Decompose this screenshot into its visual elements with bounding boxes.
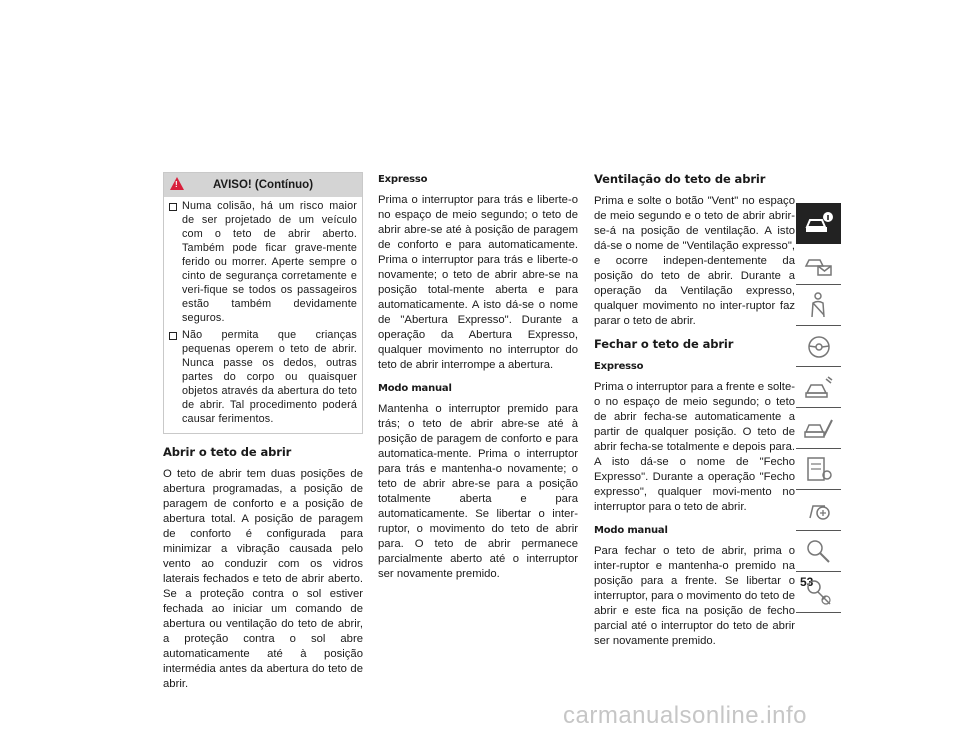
column-middle <box>378 172 578 582</box>
subheading-expresso: Expresso <box>378 174 428 185</box>
steering-wheel-icon <box>804 332 834 360</box>
tab-steering[interactable] <box>796 326 841 367</box>
paragraph-vent: Prima e solte o botão "Vent" no espaço de meio segundo e o teto de abrir abrir-se-á na posição de ventilação. A isto dá-se o nome de "Ventilação expresso", e ocorre indepen-dentemente da posição do teto de abrir. Durante a operação da Ventilação expresso, qualquer movimento no inter-ruptor faz parar o teto de abrir. <box>594 195 795 327</box>
watermark: carmanualsonline.info <box>563 702 807 729</box>
warning-bullet: Numa colisão, há um risco maior de ser projetado de um veículo com o teto de abrir aberto. Também pode ficar grave-mente ferido ou morrer. Aperte sempre o cinto de segurança corretamente e veri-fique se todos os passageiros estão também devidamente seguros. <box>169 199 357 325</box>
tab-language[interactable] <box>796 572 841 613</box>
paragraph-manual: Mantenha o interruptor premido para trás; o teto de abrir abre-se até à posição de paragem de conforto e para automatica-mente. Prima o interruptor para trás e mantenha-o novamente; o teto de abrir abre-se para a posição totalmente aberta e para automaticamente. Se libertar o inter-ruptor, o movimento do teto de abrir para. O teto de abrir permanece parcialmente aberto até o interruptor ser novamente premido. <box>378 403 578 580</box>
paragraph-open: O teto de abrir tem duas posições de abertura programadas, a posição de paragem de conforto e a posição de abertura total. A posição de paragem de conforto é configurada para minimizar a vibração causada pelo vento ao conduzir com os vidros laterais fechados e teto de abrir aberto. Se a proteção contra o sol estiver fechada ao iniciar um comando de abertura ou ventilação do teto de abrir, a proteção contra o sol abre automaticamente até à posição intermédia antes da abertura do teto de abrir. <box>163 468 363 690</box>
car-info-icon <box>804 209 834 237</box>
paragraph-close-expresso: Prima o interruptor para a frente e solte-o no espaço de meio segundo; o teto de abrir fecha-se automaticamente a partir de qualquer posição. O teto de abrir fecha-se totalmente e depois para. A isto dá-se o nome de "Fecho Expresso". Durante a operação "Fecho expresso", qualquer movi-mento no interruptor para o teto de abrir. <box>594 381 795 513</box>
tab-specifications[interactable] <box>796 449 841 490</box>
subheading-close-manual: Modo manual <box>594 525 668 536</box>
tab-seat-belt[interactable] <box>796 285 841 326</box>
warning-bullet: Não permita que crianças pequenas operem o teto de abrir. Nunca passe os dedos, outras partes do corpo ou quaisquer objetos através da abertura do teto de abrir. Tal procedimento poderá causar ferimentos. <box>169 328 357 426</box>
column-right <box>594 172 795 649</box>
search-icon <box>804 537 834 565</box>
section-heading-vent: Ventilação do teto de abrir <box>594 172 766 186</box>
tab-search[interactable] <box>796 531 841 572</box>
column-left <box>163 172 363 692</box>
checkbox-bullet-icon <box>169 203 177 211</box>
car-mail-icon <box>804 250 834 278</box>
warning-box <box>163 172 363 434</box>
chapter-tabs <box>796 203 841 613</box>
tab-car-mail[interactable] <box>796 244 841 285</box>
multimedia-icon <box>804 496 834 524</box>
paragraph-expresso: Prima o interruptor para trás e liberte-o no espaço de meio segundo; o teto de abrir abre-se até à posição de paragem de conforto e para automaticamente. Prima o interruptor para trás e liberte-o novamente; o teto de abrir abre-se na posição total-mente aberta e para automaticamente. A isto dá-se o nome de "Abertura Expresso". Durante a operação da Abertura Expresso, qualquer movimento no interruptor do teto de abrir interrompe a abertura. <box>378 194 578 371</box>
warning-header <box>164 173 362 197</box>
page-number: 53 <box>800 575 814 589</box>
checkbox-bullet-icon <box>169 332 177 340</box>
specifications-icon <box>804 455 834 483</box>
warning-title: AVISO! (Contínuo) <box>212 179 314 191</box>
tab-car-info[interactable] <box>796 203 841 244</box>
tab-multimedia[interactable] <box>796 490 841 531</box>
subheading-close-expresso: Expresso <box>594 361 644 372</box>
paragraph-close-manual: Para fechar o teto de abrir, prima o inter-ruptor e mantenha-o premido na posição para a frente. Se libertar o interruptor, para o movimento do teto de abrir e este fica na posição de fecho parcial até o interruptor do teto de abrir ser novamente premido. <box>594 545 795 647</box>
section-heading-close: Fechar o teto de abrir <box>594 337 734 351</box>
car-crash-icon <box>804 373 834 401</box>
language-icon <box>804 578 834 606</box>
warning-triangle-icon: ! <box>170 177 184 190</box>
tab-car-wrench[interactable] <box>796 408 841 449</box>
tab-car-crash[interactable] <box>796 367 841 408</box>
seat-belt-icon <box>804 291 834 319</box>
subheading-manual: Modo manual <box>378 383 452 394</box>
section-heading-open: Abrir o teto de abrir <box>163 445 292 459</box>
car-wrench-icon <box>804 414 834 442</box>
